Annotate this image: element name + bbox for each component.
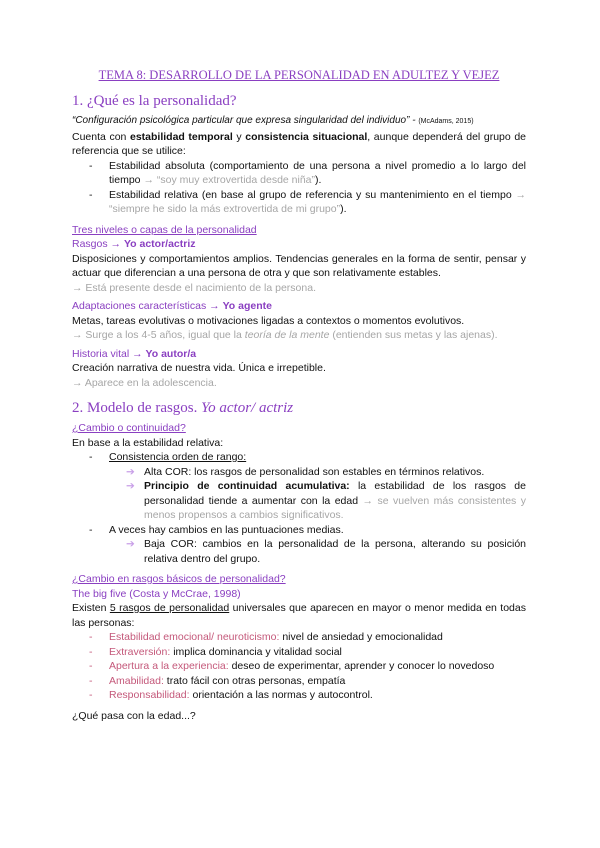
text: Yo actor/ actriz <box>201 400 294 416</box>
trait-name: Estabilidad emocional/ neuroticismo: <box>109 631 280 643</box>
list-item <box>72 450 526 465</box>
stability-paragraph <box>72 130 526 159</box>
arrow-icon: ➔ <box>126 538 135 550</box>
trait-name: Responsabilidad: <box>109 689 190 701</box>
trait-name: Extraversión: <box>109 645 171 658</box>
stability-list <box>72 159 526 217</box>
traits-list <box>72 630 526 703</box>
quote-text: “Configuración psicológica particular que expresa singularidad del individuo” <box>72 115 410 126</box>
text: Estabilidad absoluta (comportamiento de una persona a nivel promedio a lo largo del tiempo <box>109 159 526 186</box>
text: teoría de la mente <box>244 329 330 341</box>
example-text: → “siempre he sido la más extrovertida de mi grupo” <box>109 188 526 215</box>
example-text: → “soy muy extrovertida desde niña” <box>143 174 316 186</box>
term-situational-consistency: consistencia situacional <box>245 130 368 143</box>
trait-desc: deseo de experimentar, aprender y conocer lo novedoso <box>228 660 495 672</box>
text: la estabilidad de los rasgos de personalidad tiende a aumentar con la edad <box>144 480 526 507</box>
level-1-title <box>72 237 526 252</box>
text: Principio de continuidad acumulativa: <box>144 480 350 492</box>
text: (entienden sus metas y las ajenas). <box>329 329 498 341</box>
level-1-text: Disposiciones y comportamientos amplios. Tendencias generales en la forma de sentir, pensar y actuar que diferencian a una persona de otra y que son relativamente estables. <box>72 252 526 279</box>
quote-reference: (McAdams, 2015) <box>418 118 474 125</box>
text: A veces hay cambios en las puntuaciones medias. <box>109 523 344 536</box>
text: Yo agente <box>222 300 272 312</box>
text: , aunque dependerá del grupo de referencia que se utilice: <box>72 130 526 157</box>
arrow-item <box>72 537 526 566</box>
text: Yo actor/actriz <box>123 238 196 250</box>
level-3-note: → Aparece en la adolescencia. <box>72 376 217 389</box>
arrow-item <box>72 479 526 523</box>
list-item <box>72 159 526 188</box>
text: Cuenta con <box>72 130 130 143</box>
big-five-title: The big five (Costa y McCrae, 1998) <box>72 587 241 600</box>
final-question: ¿Qué pasa con la edad...? <box>72 709 196 722</box>
text: 2. Modelo de rasgos. <box>72 400 202 416</box>
text: Estabilidad relativa (en base al grupo de referencia y su mantenimiento en el tiempo <box>109 188 516 201</box>
text: → Surge a los 4-5 años, igual que la <box>72 329 245 341</box>
level-2-text: Metas, tareas evolutivas o motivaciones ligadas a contextos o momentos evolutivos. <box>72 314 465 327</box>
trait-name: Amabilidad: <box>109 674 164 687</box>
levels-heading: Tres niveles o capas de la personalidad <box>72 223 257 236</box>
text: Existen <box>72 602 110 614</box>
trait-name: Apertura a la experiencia: <box>109 660 229 672</box>
text: Historia vital → <box>72 347 146 360</box>
trait-desc: trato fácil con otras personas, empatía <box>163 674 346 687</box>
document-title: TEMA 8: DESARROLLO DE LA PERSONALIDAD EN ADULTEZ Y VEJEZ <box>98 68 500 82</box>
level-3-title <box>72 347 526 362</box>
section-2-heading <box>72 400 526 417</box>
text: Adaptaciones características → <box>72 300 223 312</box>
text: Yo autor/a <box>145 347 197 360</box>
text: 5 rasgos de personalidad <box>109 602 230 614</box>
trait-item <box>72 688 526 703</box>
level-2-title <box>72 299 526 314</box>
trait-item <box>72 674 526 689</box>
level-2-note <box>72 328 526 343</box>
level-3-text: Creación narrativa de nuestra vida. Única e irrepetible. <box>72 362 326 374</box>
big-five-intro <box>72 601 526 630</box>
trait-desc: implica dominancia y vitalidad social <box>170 645 342 658</box>
big-five-question: ¿Cambio en rasgos básicos de personalidad? <box>72 573 286 585</box>
change-intro: En base a la estabilidad relativa: <box>72 436 224 449</box>
text: ). <box>340 203 347 215</box>
text: universales que aparecen en mayor o menor medida en todas las personas: <box>72 602 526 629</box>
document-page <box>72 68 526 723</box>
change-question: ¿Cambio o continuidad? <box>72 422 186 434</box>
arrow-item <box>72 465 526 480</box>
list-item <box>72 523 526 538</box>
text: Consistencia orden de rango: <box>109 451 247 463</box>
section-1-heading: 1. ¿Qué es la personalidad? <box>72 93 237 109</box>
text: → se vuelven más consistentes y menos propensos a cambios significativos. <box>144 494 526 521</box>
trait-desc: nivel de ansiedad y emocionalidad <box>279 631 443 643</box>
trait-desc: orientación a las normas y autocontrol. <box>189 689 373 701</box>
trait-item <box>72 645 526 660</box>
text: Rasgos → <box>72 238 124 250</box>
arrow-icon: ➔ <box>126 465 135 478</box>
list-item <box>72 188 526 217</box>
text: Alta COR: los rasgos de personalidad son estables en términos relativos. <box>144 465 485 478</box>
trait-item <box>72 659 526 674</box>
level-1-note: → Está presente desde el nacimiento de la persona. <box>72 281 316 294</box>
trait-item <box>72 630 526 645</box>
definition-quote <box>72 114 526 130</box>
text: ). <box>315 174 322 186</box>
text: Baja COR: cambios en la personalidad de la persona, alterando su posición relativa dentro del grupo. <box>144 538 526 565</box>
arrow-icon: ➔ <box>126 480 135 492</box>
term-temporal-stability: estabilidad temporal <box>129 130 233 143</box>
text: y <box>232 130 246 143</box>
quote-separator: - <box>409 115 419 126</box>
